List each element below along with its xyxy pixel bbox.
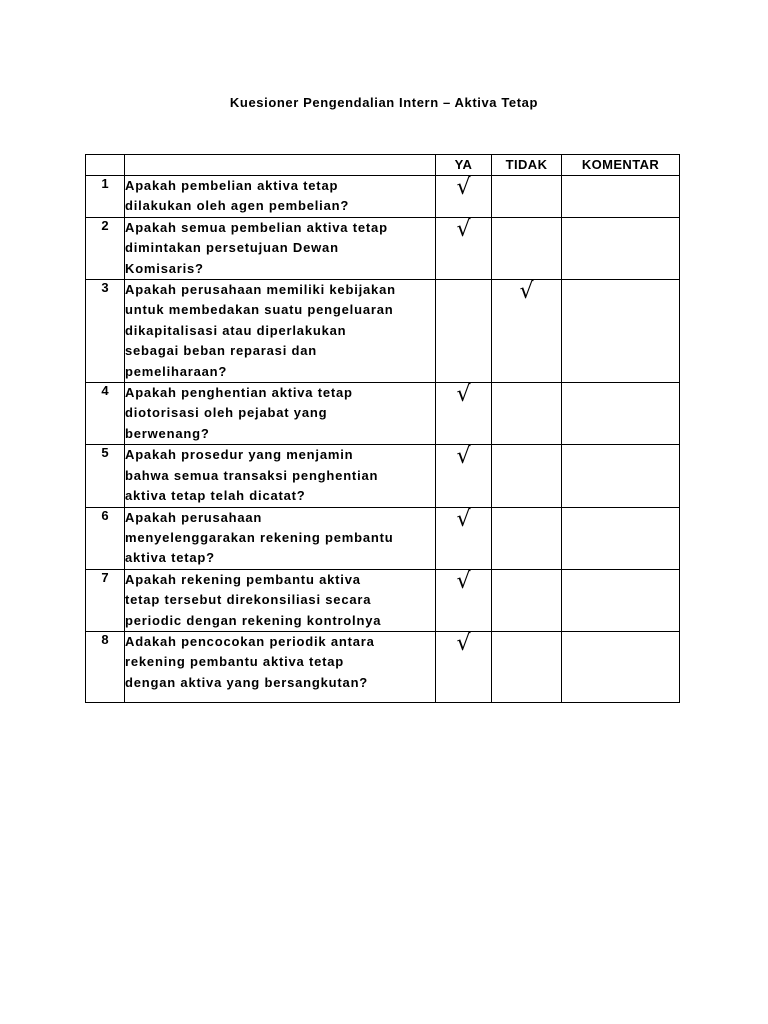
row-question: Apakah perusahaan memiliki kebijakan untuk membedakan suatu pengeluaran dikapitalisasi atau diperlakukan sebagai beban reparasi dan pemeliharaan? (125, 280, 436, 383)
header-komentar: KOMENTAR (562, 155, 680, 176)
ya-check-icon: √ (436, 569, 492, 631)
header-number (86, 155, 125, 176)
ya-check-icon: √ (436, 445, 492, 507)
row-number: 4 (86, 383, 125, 445)
row-number: 6 (86, 507, 125, 569)
ya-check-icon: √ (436, 383, 492, 445)
row-question: Apakah pembelian aktiva tetap dilakukan oleh agen pembelian? (125, 176, 436, 218)
ya-check-icon: √ (436, 217, 492, 279)
row-number: 8 (86, 631, 125, 702)
row-question: Apakah rekening pembantu aktiva tetap tersebut direkonsiliasi secara periodic dengan rekening kontrolnya (125, 569, 436, 631)
table-row (86, 631, 680, 702)
row-number: 5 (86, 445, 125, 507)
tidak-cell (492, 569, 562, 631)
page-title: Kuesioner Pengendalian Intern – Aktiva Tetap (229, 95, 539, 110)
tidak-cell (492, 631, 562, 702)
ya-check-icon: √ (436, 631, 492, 702)
header-tidak: TIDAK (492, 155, 562, 176)
tidak-check-icon: √ (492, 280, 562, 383)
table-header-row (86, 155, 680, 176)
table-row (86, 569, 680, 631)
tidak-cell (492, 507, 562, 569)
ya-check-icon: √ (436, 176, 492, 218)
tidak-cell (492, 383, 562, 445)
table-row (86, 383, 680, 445)
table-row (86, 507, 680, 569)
tidak-cell (492, 217, 562, 279)
table-row (86, 280, 680, 383)
table-row (86, 176, 680, 218)
row-number: 7 (86, 569, 125, 631)
row-question: Apakah perusahaan menyelenggarakan rekening pembantu aktiva tetap? (125, 507, 436, 569)
tidak-cell (492, 176, 562, 218)
row-number: 2 (86, 217, 125, 279)
table-row (86, 217, 680, 279)
row-question: Apakah penghentian aktiva tetap diotorisasi oleh pejabat yang berwenang? (125, 383, 436, 445)
questionnaire-table (85, 154, 680, 703)
row-question: Apakah prosedur yang menjamin bahwa semua transaksi penghentian aktiva tetap telah dicatat? (125, 445, 436, 507)
row-question: Apakah semua pembelian aktiva tetap dimintakan persetujuan Dewan Komisaris? (125, 217, 436, 279)
header-ya: YA (436, 155, 492, 176)
komentar-cell (562, 569, 680, 631)
table-row (86, 445, 680, 507)
header-question (125, 155, 436, 176)
komentar-cell (562, 445, 680, 507)
komentar-cell (562, 280, 680, 383)
komentar-cell (562, 507, 680, 569)
row-number: 1 (86, 176, 125, 218)
row-number: 3 (86, 280, 125, 383)
ya-cell (436, 280, 492, 383)
komentar-cell (562, 176, 680, 218)
tidak-cell (492, 445, 562, 507)
komentar-cell (562, 217, 680, 279)
ya-check-icon: √ (436, 507, 492, 569)
komentar-cell (562, 383, 680, 445)
row-question: Adakah pencocokan periodik antara rekening pembantu aktiva tetap dengan aktiva yang bersangkutan? (125, 631, 436, 702)
komentar-cell (562, 631, 680, 702)
